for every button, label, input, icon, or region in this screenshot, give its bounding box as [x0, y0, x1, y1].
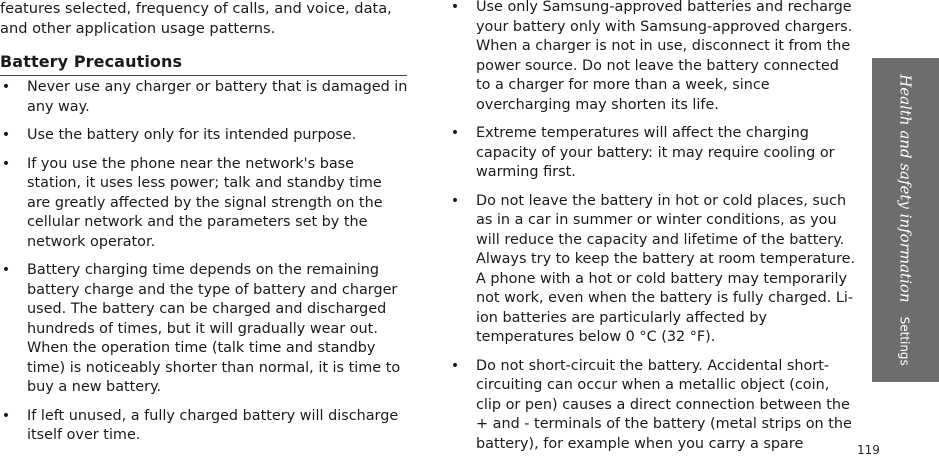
bullet-item	[0, 261, 408, 398]
bullet-item	[0, 407, 408, 446]
bullet-item	[0, 126, 408, 146]
right-bullet-list	[449, 0, 857, 454]
bullet-item	[449, 192, 857, 348]
bullet-text: Battery charging time depends on the remaining battery charge and the type of battery and charger used. The battery can be charged and discharged hundreds of times, but it will gradually wear out. When the operation time (talk time and standby time) is noticeably shorter than normal, it is time to buy a new battery.	[27, 262, 401, 395]
bullet-text: Extreme temperatures will affect the charging capacity of your battery: it may require cooling or warming first.	[476, 125, 835, 180]
bullet-item	[449, 357, 857, 455]
bullet-dot: •	[1, 155, 11, 172]
bullet-text: Never use any charger or battery that is damaged in any way.	[27, 79, 408, 115]
bullet-dot: •	[1, 407, 11, 424]
bullet-text: If left unused, a fully charged battery will discharge itself over time.	[27, 407, 399, 443]
page-number: 119	[857, 443, 880, 457]
bullet-dot: •	[450, 357, 460, 374]
bullet-dot: •	[1, 127, 11, 143]
bullet-text: Do not short-circuit the battery. Accidental short-circuiting can occur when a metallic object (coin, clip or pen) causes a direct connection between the + and - terminals of the battery (metal strips on the battery), for example when you carry a spare	[476, 357, 852, 452]
bullet-item	[0, 78, 408, 117]
bullet-dot: •	[450, 0, 460, 15]
bullet-item	[449, 0, 857, 115]
bullet-dot: •	[1, 79, 11, 95]
bullet-text: Use the battery only for its intended purpose.	[27, 127, 357, 143]
bullet-text: Use only Samsung-approved batteries and recharge your battery only with Samsung-approved chargers. When a charger is not in use, disconnect it from the power source. Do not leave the battery connected to a charger for more than a week, since overcharging may shorten its life.	[476, 0, 853, 113]
bullet-dot: •	[450, 192, 460, 209]
bullet-item	[0, 155, 408, 253]
side-tab-label	[872, 58, 939, 382]
side-tab-title: Health and safety information	[896, 74, 914, 303]
bullet-text: If you use the phone near the network's base station, it uses less power; talk and standby time are greatly affected by the signal strength on the cellular network and the parameters set by the network operator.	[27, 155, 383, 250]
heading-rule	[0, 75, 407, 76]
bullet-dot: •	[450, 125, 460, 141]
bullet-item	[449, 124, 857, 183]
bullet-text: Do not leave the battery in hot or cold places, such as in a car in summer or winter conditions, as you will reduce the capacity and lifetime of the battery. Always try to keep the battery at room temperature. A phone with a hot or cold battery may temporarily not work, even when the battery is fully charged. Li-ion batteries are particularly affected by temperatures below 0 °C (32 °F).	[476, 192, 856, 345]
section-heading: Battery Precautions	[0, 52, 183, 71]
intro-paragraph: features selected, frequency of calls, and voice, data, and other application usage patterns.	[0, 0, 392, 37]
side-tab-subtitle: Settings	[897, 316, 911, 366]
left-bullet-list	[0, 78, 408, 446]
bullet-dot: •	[1, 262, 11, 278]
